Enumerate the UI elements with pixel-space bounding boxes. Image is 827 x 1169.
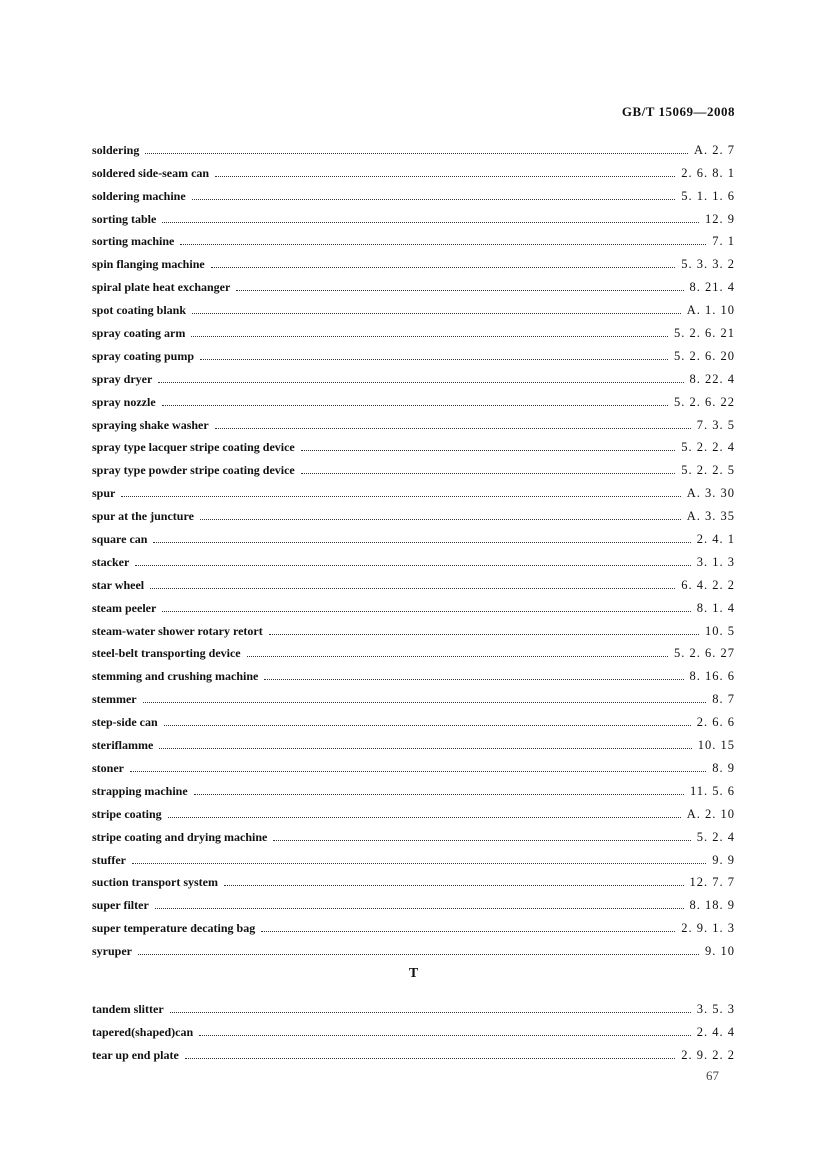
index-term: soldered side-seam can xyxy=(92,165,210,180)
index-term: soldering xyxy=(92,142,140,157)
clause-reference: 3. 1. 3 xyxy=(696,554,735,569)
clause-reference: 12. 7. 7 xyxy=(689,875,735,890)
clause-reference: 9. 9 xyxy=(712,852,735,867)
dot-leader xyxy=(192,313,681,314)
index-term: spray coating pump xyxy=(92,348,195,363)
index-entry xyxy=(92,753,735,776)
dot-leader xyxy=(264,679,683,680)
dot-leader xyxy=(273,840,690,841)
index-term: spray dryer xyxy=(92,371,153,386)
dot-leader xyxy=(180,244,706,245)
index-term: spur xyxy=(92,486,116,501)
clause-reference: 7. 3. 5 xyxy=(696,417,735,432)
clause-reference: A. 2. 7 xyxy=(693,142,735,157)
index-entry xyxy=(92,204,735,227)
dot-leader xyxy=(168,817,681,818)
dot-leader xyxy=(211,267,676,268)
clause-reference: 9. 10 xyxy=(705,944,735,959)
index-entry xyxy=(92,524,735,547)
index-term: steel-belt transporting device xyxy=(92,646,241,661)
index-term: super temperature decating bag xyxy=(92,921,256,936)
dot-leader xyxy=(192,199,676,200)
index-term: stacker xyxy=(92,554,130,569)
clause-reference: A. 3. 30 xyxy=(686,486,735,501)
index-entry xyxy=(92,272,735,295)
clause-reference: 5. 2. 4 xyxy=(696,829,735,844)
clause-reference: 7. 1 xyxy=(712,234,735,249)
page-number: 67 xyxy=(706,1068,719,1083)
clause-reference: 2. 4. 4 xyxy=(696,1024,735,1039)
clause-reference: 8. 9 xyxy=(712,760,735,775)
clause-reference: 3. 5. 3 xyxy=(696,1001,735,1016)
index-entry xyxy=(92,661,735,684)
index-term: steriflamme xyxy=(92,738,154,753)
dot-leader xyxy=(150,588,675,589)
index-entry xyxy=(92,249,735,272)
index-entry xyxy=(92,1040,735,1063)
clause-reference: 5. 2. 6. 27 xyxy=(674,646,735,661)
index-term: spray type lacquer stripe coating device xyxy=(92,440,295,455)
index-term: steam peeler xyxy=(92,600,157,615)
dot-leader xyxy=(153,542,690,543)
clause-reference: 8. 1. 4 xyxy=(696,600,735,615)
clause-reference: 10. 15 xyxy=(697,738,735,753)
index-list-s xyxy=(92,135,735,959)
dot-leader xyxy=(121,496,680,497)
dot-leader xyxy=(261,931,675,932)
dot-leader xyxy=(247,656,668,657)
clause-reference: 5. 2. 6. 21 xyxy=(674,326,735,341)
clause-reference: 5. 3. 3. 2 xyxy=(681,257,735,272)
index-entry xyxy=(92,868,735,891)
index-entry xyxy=(92,295,735,318)
dot-leader xyxy=(269,634,699,635)
index-term: tandem slitter xyxy=(92,1001,164,1016)
index-entry xyxy=(92,994,735,1017)
index-term: sorting table xyxy=(92,211,157,226)
index-term: stemming and crushing machine xyxy=(92,669,259,684)
dot-leader xyxy=(224,885,684,886)
dot-leader xyxy=(191,336,668,337)
clause-reference: A. 3. 35 xyxy=(686,509,735,524)
dot-leader xyxy=(215,428,691,429)
index-term: spray coating arm xyxy=(92,326,186,341)
index-entry xyxy=(92,135,735,158)
index-term: tear up end plate xyxy=(92,1047,179,1062)
index-entry xyxy=(92,845,735,868)
index-entry xyxy=(92,547,735,570)
index-term: suction transport system xyxy=(92,875,218,890)
clause-reference: 2. 9. 2. 2 xyxy=(681,1047,735,1062)
document-code: GB/T 15069—2008 xyxy=(621,104,735,119)
dot-leader xyxy=(135,565,690,566)
clause-reference: A. 1. 10 xyxy=(686,303,735,318)
index-entry xyxy=(92,455,735,478)
index-entry xyxy=(92,593,735,616)
index-entry xyxy=(92,684,735,707)
index-term: strapping machine xyxy=(92,783,188,798)
dot-leader xyxy=(138,954,699,955)
clause-reference: 2. 6. 8. 1 xyxy=(681,165,735,180)
index-entry xyxy=(92,776,735,799)
index-term: stripe coating xyxy=(92,806,162,821)
dot-leader xyxy=(185,1058,675,1059)
clause-reference: 2. 9. 1. 3 xyxy=(681,921,735,936)
index-entry xyxy=(92,1017,735,1040)
clause-reference: 5. 2. 2. 4 xyxy=(681,440,735,455)
index-term: tapered(shaped)can xyxy=(92,1024,194,1039)
index-entry xyxy=(92,639,735,662)
index-entry xyxy=(92,730,735,753)
index-entry xyxy=(92,822,735,845)
dot-leader xyxy=(162,405,668,406)
index-entry xyxy=(92,387,735,410)
index-term: spray nozzle xyxy=(92,394,156,409)
index-term: stoner xyxy=(92,760,124,775)
clause-reference: 2. 6. 6 xyxy=(696,715,735,730)
dot-leader xyxy=(200,519,681,520)
index-entry xyxy=(92,227,735,250)
dot-leader xyxy=(162,611,690,612)
index-entry xyxy=(92,913,735,936)
index-entry xyxy=(92,616,735,639)
dot-leader xyxy=(199,1035,691,1036)
clause-reference: 2. 4. 1 xyxy=(696,532,735,547)
clause-reference: 5. 2. 2. 5 xyxy=(681,463,735,478)
index-term: step-side can xyxy=(92,715,158,730)
index-entry xyxy=(92,501,735,524)
index-term: star wheel xyxy=(92,577,145,592)
dot-leader xyxy=(170,1012,691,1013)
index-term: spray type powder stripe coating device xyxy=(92,463,295,478)
clause-reference: 10. 5 xyxy=(705,623,735,638)
index-entry xyxy=(92,433,735,456)
clause-reference: A. 2. 10 xyxy=(686,806,735,821)
index-term: syruper xyxy=(92,944,132,959)
dot-leader xyxy=(132,863,706,864)
dot-leader xyxy=(164,725,691,726)
dot-leader xyxy=(145,153,688,154)
dot-leader xyxy=(130,771,706,772)
clause-reference: 5. 2. 6. 20 xyxy=(674,348,735,363)
index-entry xyxy=(92,936,735,959)
index-entry xyxy=(92,707,735,730)
dot-leader xyxy=(155,908,684,909)
index-entry xyxy=(92,341,735,364)
dot-leader xyxy=(158,382,683,383)
dot-leader xyxy=(301,450,675,451)
dot-leader xyxy=(301,473,675,474)
index-term: steam-water shower rotary retort xyxy=(92,623,263,638)
dot-leader xyxy=(236,290,683,291)
index-term: square can xyxy=(92,532,148,547)
clause-reference: 6. 4. 2. 2 xyxy=(681,577,735,592)
index-term: super filter xyxy=(92,898,149,913)
clause-reference: 8. 21. 4 xyxy=(689,280,735,295)
index-term: spin flanging machine xyxy=(92,257,205,272)
clause-reference: 8. 7 xyxy=(712,692,735,707)
index-term: stripe coating and drying machine xyxy=(92,829,268,844)
index-entry xyxy=(92,318,735,341)
index-entry xyxy=(92,570,735,593)
dot-leader xyxy=(194,794,684,795)
index-list-t xyxy=(92,994,735,1063)
clause-reference: 5. 1. 1. 6 xyxy=(681,188,735,203)
index-term: spur at the juncture xyxy=(92,509,194,524)
clause-reference: 5. 2. 6. 22 xyxy=(674,394,735,409)
index-term: stemmer xyxy=(92,692,137,707)
index-entry xyxy=(92,158,735,181)
index-entry xyxy=(92,799,735,822)
clause-reference: 8. 18. 9 xyxy=(689,898,735,913)
clause-reference: 11. 5. 6 xyxy=(689,783,735,798)
index-entry xyxy=(92,410,735,433)
index-term: spiral plate heat exchanger xyxy=(92,280,231,295)
clause-reference: 8. 16. 6 xyxy=(689,669,735,684)
dot-leader xyxy=(162,222,699,223)
clause-reference: 12. 9 xyxy=(705,211,735,226)
section-letter: T xyxy=(408,966,419,981)
index-entry xyxy=(92,478,735,501)
index-entry xyxy=(92,181,735,204)
index-entry xyxy=(92,364,735,387)
clause-reference: 8. 22. 4 xyxy=(689,371,735,386)
dot-leader xyxy=(159,748,691,749)
dot-leader xyxy=(143,702,707,703)
index-entry xyxy=(92,890,735,913)
index-term: spraying shake washer xyxy=(92,417,209,432)
dot-leader xyxy=(215,176,675,177)
index-term: soldering machine xyxy=(92,188,186,203)
index-term: spot coating blank xyxy=(92,303,187,318)
index-term: sorting machine xyxy=(92,234,175,249)
dot-leader xyxy=(200,359,668,360)
index-term: stuffer xyxy=(92,852,126,867)
